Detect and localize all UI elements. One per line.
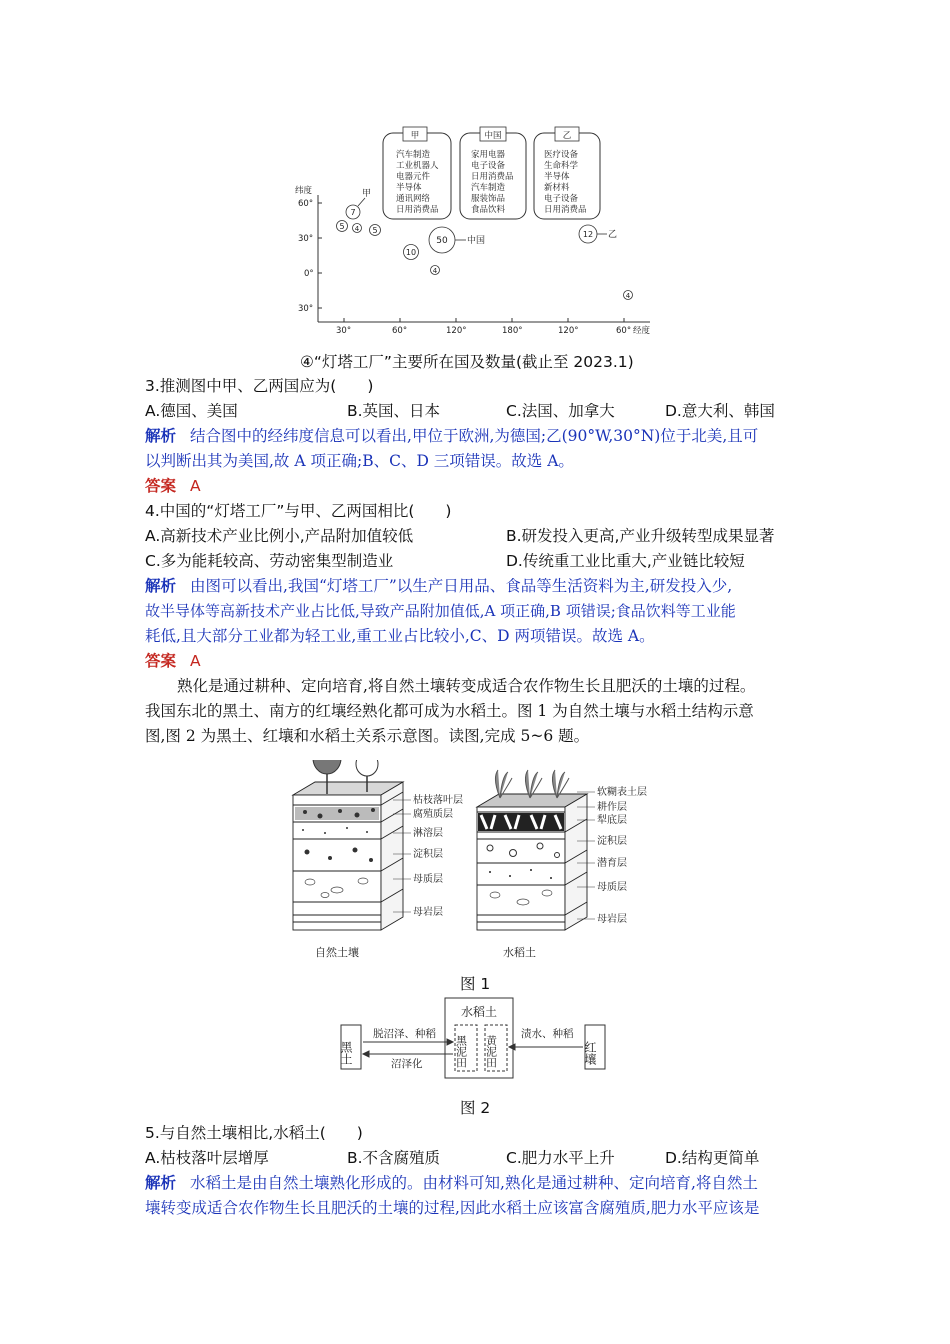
- q4-analysis-line: 故半导体等高新技术产业占比低,导致产品附加值低,A 项正确,B 项错误;食品饮料等工业能: [145, 602, 736, 620]
- left-layer-label: 枯枝落叶层: [413, 795, 463, 806]
- box-china-item: 汽车制造: [471, 183, 506, 193]
- bubble-value: 4: [625, 292, 631, 300]
- box-china-title: 中国: [484, 131, 502, 141]
- box-jia-item: 日用消费品: [396, 205, 439, 215]
- q4-option-b: B.研发投入更高,产业升级转型成果显著: [506, 527, 775, 545]
- y-tick: 30°: [298, 234, 314, 244]
- soil-profile-figure: [285, 760, 675, 965]
- analysis-label: 解析: [145, 577, 177, 595]
- left-layer-label: 淋溶层: [413, 828, 443, 839]
- q4-option-a: A.高新技术产业比例小,产品附加值较低: [145, 527, 414, 545]
- question-5-stem: 5.与自然土壤相比,水稻土( ): [145, 1124, 363, 1142]
- q5-option-d: D.结构更简单: [665, 1149, 760, 1167]
- analysis-label: 解析: [145, 427, 177, 445]
- q4-analysis-line: 耗低,且大部分工业都为轻工业,重工业占比较小,C、D 两项错误。故选 A。: [145, 627, 655, 645]
- arrow-label: 沼泽化: [391, 1058, 423, 1070]
- left-layer-label: 淀积层: [413, 849, 443, 860]
- arrow-label: 渍水、种稻: [521, 1028, 574, 1040]
- answer-label: 答案: [145, 477, 177, 495]
- passage-line: 我国东北的黑土、南方的红壤经熟化都可成为水稻土。图 1 为自然土壤与水稻土结构示意: [145, 702, 754, 720]
- soil-relationship-diagram: [335, 995, 615, 1085]
- analysis-label: 解析: [145, 1174, 177, 1192]
- q3-analysis-line: [145, 425, 758, 447]
- box-yi-item: 生命科学: [544, 161, 579, 171]
- bubble-label: 中国: [467, 236, 486, 246]
- right-layer-label: 母岩层: [597, 914, 627, 925]
- right-layer-label: 耕作层: [597, 802, 627, 813]
- passage-line: 熟化是通过耕种、定向培育,将自然土壤转变成适合农作物生长且肥沃的土壤的过程。: [177, 677, 756, 695]
- q3-option-c: C.法国、加拿大: [506, 402, 615, 420]
- y-tick: 30°: [298, 304, 314, 314]
- q3-option-d: D.意大利、韩国: [665, 402, 775, 420]
- q5-analysis-line: [145, 1172, 758, 1194]
- bubble-value: 5: [372, 226, 378, 235]
- question-4-stem: 4.中国的“灯塔工厂”与甲、乙两国相比( ): [145, 502, 452, 520]
- box-china-item: 电子设备: [471, 161, 506, 171]
- left-layer-label: 母质层: [413, 874, 443, 885]
- box-china-item: 日用消费品: [471, 172, 514, 182]
- q5-option-a: A.枯枝落叶层增厚: [145, 1149, 269, 1167]
- yellow-field-label: 黄泥田: [484, 1035, 498, 1068]
- passage-line: 图,图 2 为黑土、红壤和水稻土关系示意图。读图,完成 5~6 题。: [145, 727, 590, 745]
- y-tick: 0°: [304, 269, 314, 279]
- q4-option-c: C.多为能耗较高、劳动密集型制造业: [145, 552, 394, 570]
- box-china-item: 服装饰品: [471, 194, 506, 204]
- bubble-value: 4: [354, 225, 360, 233]
- q3-answer: [145, 475, 201, 497]
- bubble-value: 10: [405, 248, 417, 257]
- arrow-label: 脱沼泽、种稻: [373, 1028, 436, 1040]
- left-layer-label: 腐殖质层: [413, 809, 453, 820]
- q5-analysis-line: 壤转变成适合农作物生长且肥沃的土壤的过程,因此水稻土应该富含腐殖质,肥力水平应该是: [145, 1199, 760, 1217]
- q3-option-b: B.英国、日本: [347, 402, 441, 420]
- right-layer-label: 软糊表土层: [597, 787, 647, 798]
- box-yi-item: 新材料: [544, 183, 570, 193]
- bubble-label: 甲: [362, 189, 372, 199]
- q5-option-b: B.不含腐殖质: [347, 1149, 441, 1167]
- right-layer-label: 母质层: [597, 882, 627, 893]
- box-china-item: 家用电器: [471, 150, 506, 160]
- box-yi-item: 半导体: [544, 172, 570, 182]
- left-layer-label: 母岩层: [413, 907, 443, 918]
- right-layer-label: 潜育层: [597, 858, 627, 869]
- question-3-stem: 3.推测图中甲、乙两国应为( ): [145, 377, 374, 395]
- left-caption: 自然土壤: [315, 946, 359, 959]
- right-layer-label: 淀积层: [597, 836, 627, 847]
- bubble-value: 4: [432, 267, 438, 275]
- box-jia-item: 通讯网络: [396, 194, 431, 204]
- right-box-label: 红壤: [583, 1041, 597, 1065]
- rice-soil-title: 水稻土: [460, 1005, 498, 1019]
- box-jia-item: 电器元件: [396, 172, 431, 182]
- x-tick: 120°: [446, 326, 467, 336]
- q3-option-a: A.德国、美国: [145, 402, 238, 420]
- x-tick: 120°: [558, 326, 579, 336]
- box-jia-item: 汽车制造: [396, 150, 431, 160]
- y-axis-title: 纬度: [295, 186, 313, 196]
- x-tick: 30°: [336, 326, 352, 336]
- figure-2-caption: 图 2: [460, 1099, 491, 1117]
- analysis-text: 结合图中的经纬度信息可以看出,甲位于欧洲,为德国;乙(90°W,30°N)位于北美,且可: [190, 427, 759, 445]
- right-layer-label: 犁底层: [597, 815, 627, 826]
- q4-answer: [145, 650, 201, 672]
- answer-label: 答案: [145, 652, 177, 670]
- y-tick: 60°: [298, 199, 314, 209]
- bubble-value: 5: [339, 222, 345, 231]
- analysis-text: 水稻土是由自然土壤熟化形成的。由材料可知,熟化是通过耕种、定向培育,将自然土: [190, 1174, 758, 1192]
- q4-analysis-line: [145, 575, 732, 597]
- right-caption: 水稻土: [503, 946, 536, 959]
- bubble-label: 乙: [608, 230, 618, 240]
- x-tick: 60°: [616, 326, 632, 336]
- x-tick: 180°: [502, 326, 523, 336]
- black-field-label: 黑泥田: [454, 1035, 468, 1068]
- lighthouse-factory-chart: [290, 120, 670, 345]
- box-yi-item: 医疗设备: [544, 150, 579, 160]
- box-yi-item: 日用消费品: [544, 205, 587, 215]
- analysis-text: 由图可以看出,我国“灯塔工厂”以生产日用品、食品等生活资料为主,研发投入少,: [190, 577, 733, 595]
- x-tick: 60°: [392, 326, 408, 336]
- box-jia-item: 工业机器人: [396, 161, 439, 171]
- box-jia-item: 半导体: [396, 183, 422, 193]
- answer-value: A: [190, 477, 201, 495]
- box-china-item: 食品饮料: [471, 205, 506, 215]
- left-box-label: 黑土: [339, 1041, 353, 1065]
- q4-option-d: D.传统重工业比重大,产业链比较短: [506, 552, 745, 570]
- q3-analysis-line: 以判断出其为美国,故 A 项正确;B、C、D 三项错误。故选 A。: [145, 452, 574, 470]
- bubble-value: 7: [350, 208, 356, 217]
- x-axis-title: 经度: [633, 326, 651, 336]
- q5-option-c: C.肥力水平上升: [506, 1149, 615, 1167]
- box-yi-title: 乙: [562, 131, 572, 141]
- bubble-value: 50: [436, 236, 448, 246]
- box-yi-item: 电子设备: [544, 194, 579, 204]
- answer-value: A: [190, 652, 201, 670]
- figure-caption: ④“灯塔工厂”主要所在国及数量(截止至 2023.1): [300, 353, 634, 371]
- bubble-value: 12: [582, 230, 594, 239]
- figure-1-caption: 图 1: [460, 975, 491, 993]
- box-jia-title: 甲: [410, 131, 420, 141]
